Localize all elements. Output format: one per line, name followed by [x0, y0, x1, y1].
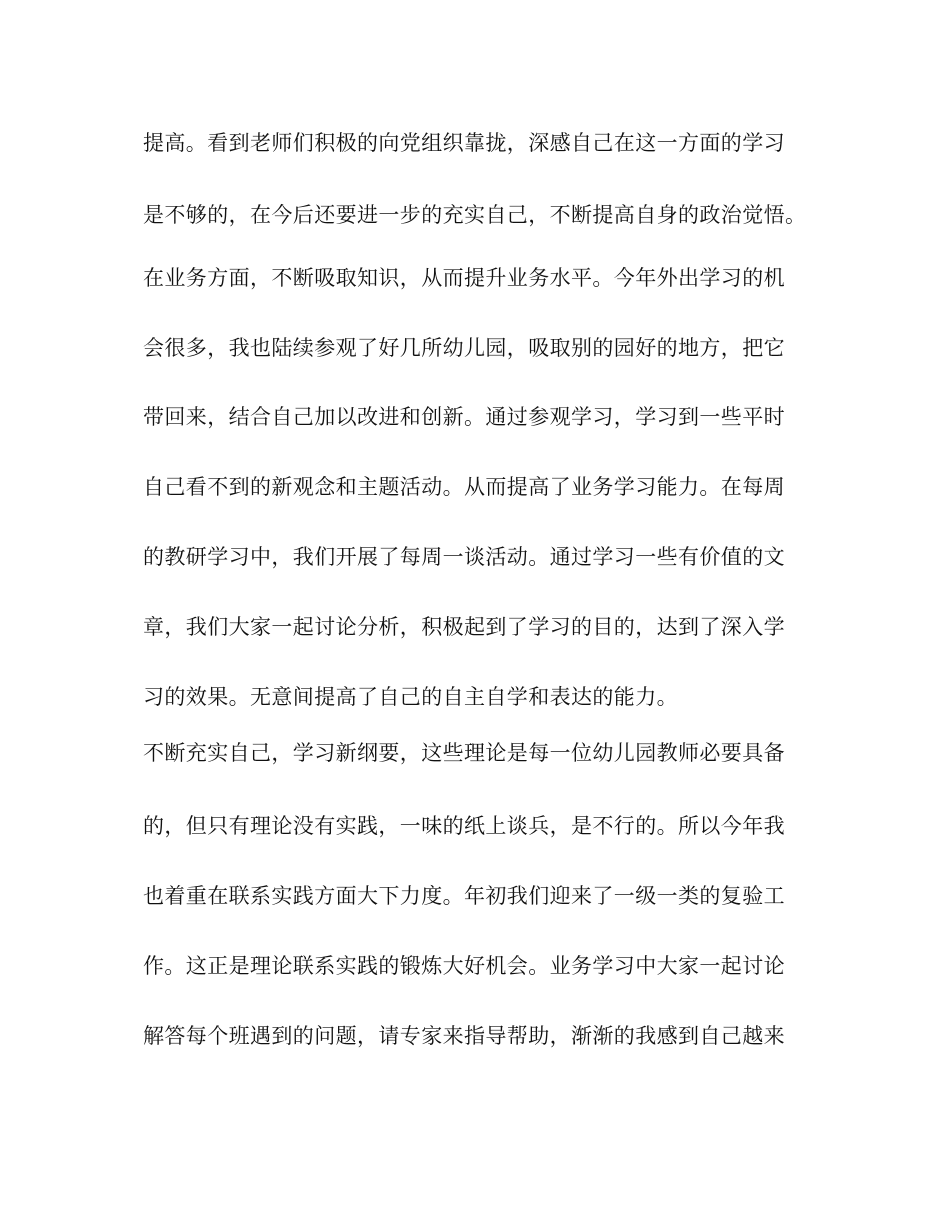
text-line: 会很多，我也陆续参观了好几所幼儿园，吸取别的园好的地方，把它	[143, 336, 785, 360]
text-line: 也着重在联系实践方面大下力度。年初我们迎来了一级一类的复验工	[143, 884, 785, 908]
text-line: 的教研学习中，我们开展了每周一谈活动。通过学习一些有价值的文	[143, 545, 785, 569]
text-line: 作。这正是理论联系实践的锻炼大好机会。业务学习中大家一起讨论	[143, 954, 785, 978]
text-line: 解答每个班遇到的问题，请专家来指导帮助，渐渐的我感到自己越来	[143, 1024, 785, 1048]
text-line: 是不够的，在今后还要进一步的充实自己，不断提高自身的政治觉悟。	[143, 203, 807, 227]
text-line: 带回来，结合自己加以改进和创新。通过参观学习，学习到一些平时	[143, 405, 785, 429]
text-line: 自己看不到的新观念和主题活动。从而提高了业务学习能力。在每周	[143, 475, 785, 499]
text-line: 的，但只有理论没有实践，一味的纸上谈兵，是不行的。所以今年我	[143, 814, 785, 838]
text-line: 在业务方面，不断吸取知识，从而提升业务水平。今年外出学习的机	[143, 266, 785, 290]
text-line: 习的效果。无意间提高了自己的自主自学和表达的能力。	[143, 685, 678, 709]
text-line: 提高。看到老师们积极的向党组织靠拢，深感自己在这一方面的学习	[143, 131, 785, 155]
text-line: 章，我们大家一起讨论分析，积极起到了学习的目的，达到了深入学	[143, 615, 785, 639]
text-line: 不断充实自己，学习新纲要，这些理论是每一位幼儿园教师必要具备	[143, 741, 785, 765]
